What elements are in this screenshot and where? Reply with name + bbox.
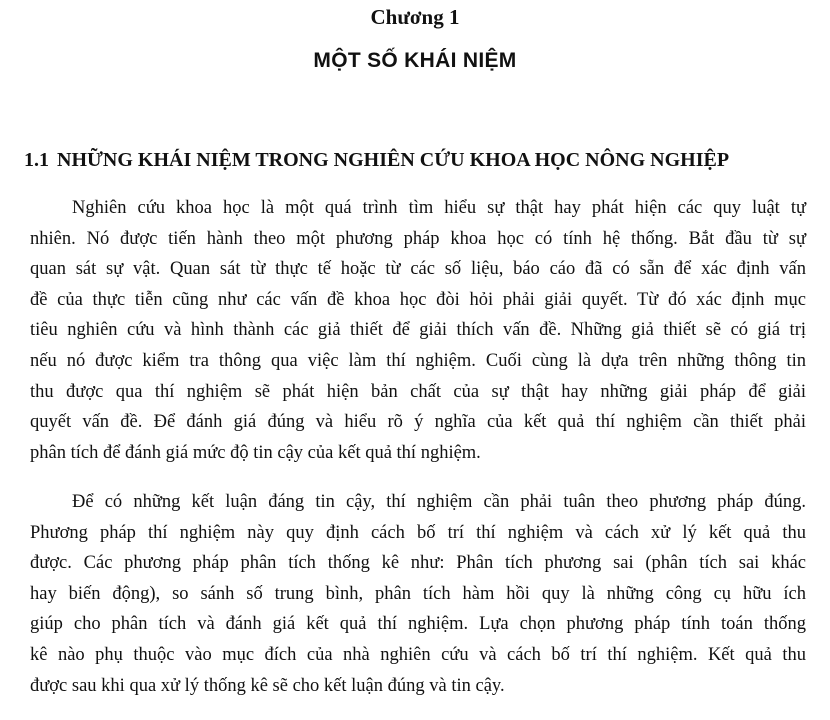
section-heading <box>24 147 824 173</box>
section-title: NHỮNG KHÁI NIỆM TRONG NGHIÊN CỨU KHOA HỌC NÔNG NGHIỆP <box>57 149 730 171</box>
paragraph-line: Nghiên cứu khoa học là một quá trình tìm hiểu sự thật hay phát hiện các quy luật tự <box>72 198 806 218</box>
paragraph-line: Để có những kết luận đáng tin cậy, thí nghiệm cần phải tuân theo phương pháp đúng. <box>72 492 806 512</box>
chapter-label: Chương 1 <box>370 5 460 29</box>
paragraph-line: nếu nó được kiểm tra thông qua việc làm thí nghiệm. Cuối cùng là dựa trên những thông tin <box>30 350 806 371</box>
paragraph-line: giúp cho phân tích và đánh giá kết quả thí nghiệm. Lựa chọn phương pháp tính toán thống <box>30 614 806 635</box>
paragraph-line: nhiên. Nó được tiến hành theo một phương pháp khoa học có tính hệ thống. Bắt đầu từ sự <box>30 228 806 249</box>
section-number: 1.1 <box>24 149 49 171</box>
paragraph-line: được. Các phương pháp phân tích thống kê như: Phân tích phương sai (phân tích sai khác <box>30 553 806 574</box>
paragraph-2 <box>30 487 806 701</box>
paragraph-line: phân tích để đánh giá mức độ tin cậy của kết quả thí nghiệm. <box>30 442 481 463</box>
paragraph-line: quyết vấn đề. Để đánh giá đúng và hiểu rõ ý nghĩa của kết quả thí nghiệm cần thiết phải <box>30 412 806 433</box>
paragraph-line: thu được qua thí nghiệm sẽ phát hiện bản chất của sự thật hay những giải pháp để giải <box>30 381 806 402</box>
paragraph-1 <box>30 193 806 468</box>
paragraph-line: Phương pháp thí nghiệm này quy định cách bố trí thí nghiệm và cách xử lý kết quả thu <box>30 522 806 543</box>
paragraph-line: được sau khi qua xử lý thống kê sẽ cho kết luận đúng và tin cậy. <box>30 675 505 696</box>
paragraph-line: đề của thực tiễn cũng như các vấn đề khoa học đòi hỏi phải giải quyết. Từ đó xác định mục <box>30 289 806 310</box>
paragraph-line: quan sát sự vật. Quan sát từ thực tế hoặc từ các số liệu, báo cáo đã có sẵn để xác định vấn <box>30 259 806 280</box>
chapter-title: MỘT SỐ KHÁI NIỆM <box>313 49 517 72</box>
paragraph-line: kê nào phụ thuộc vào mục đích của nhà nghiên cứu và cách bố trí thí nghiệm. Kết quả thu <box>30 644 806 665</box>
paragraph-line: hay biến động), so sánh số trung bình, phân tích hàm hồi quy là những công cụ hữu ích <box>30 583 806 604</box>
paragraph-line: tiêu nghiên cứu và hình thành các giả thiết để giải thích vấn đề. Những giả thiết sẽ có giá trị <box>30 320 806 341</box>
